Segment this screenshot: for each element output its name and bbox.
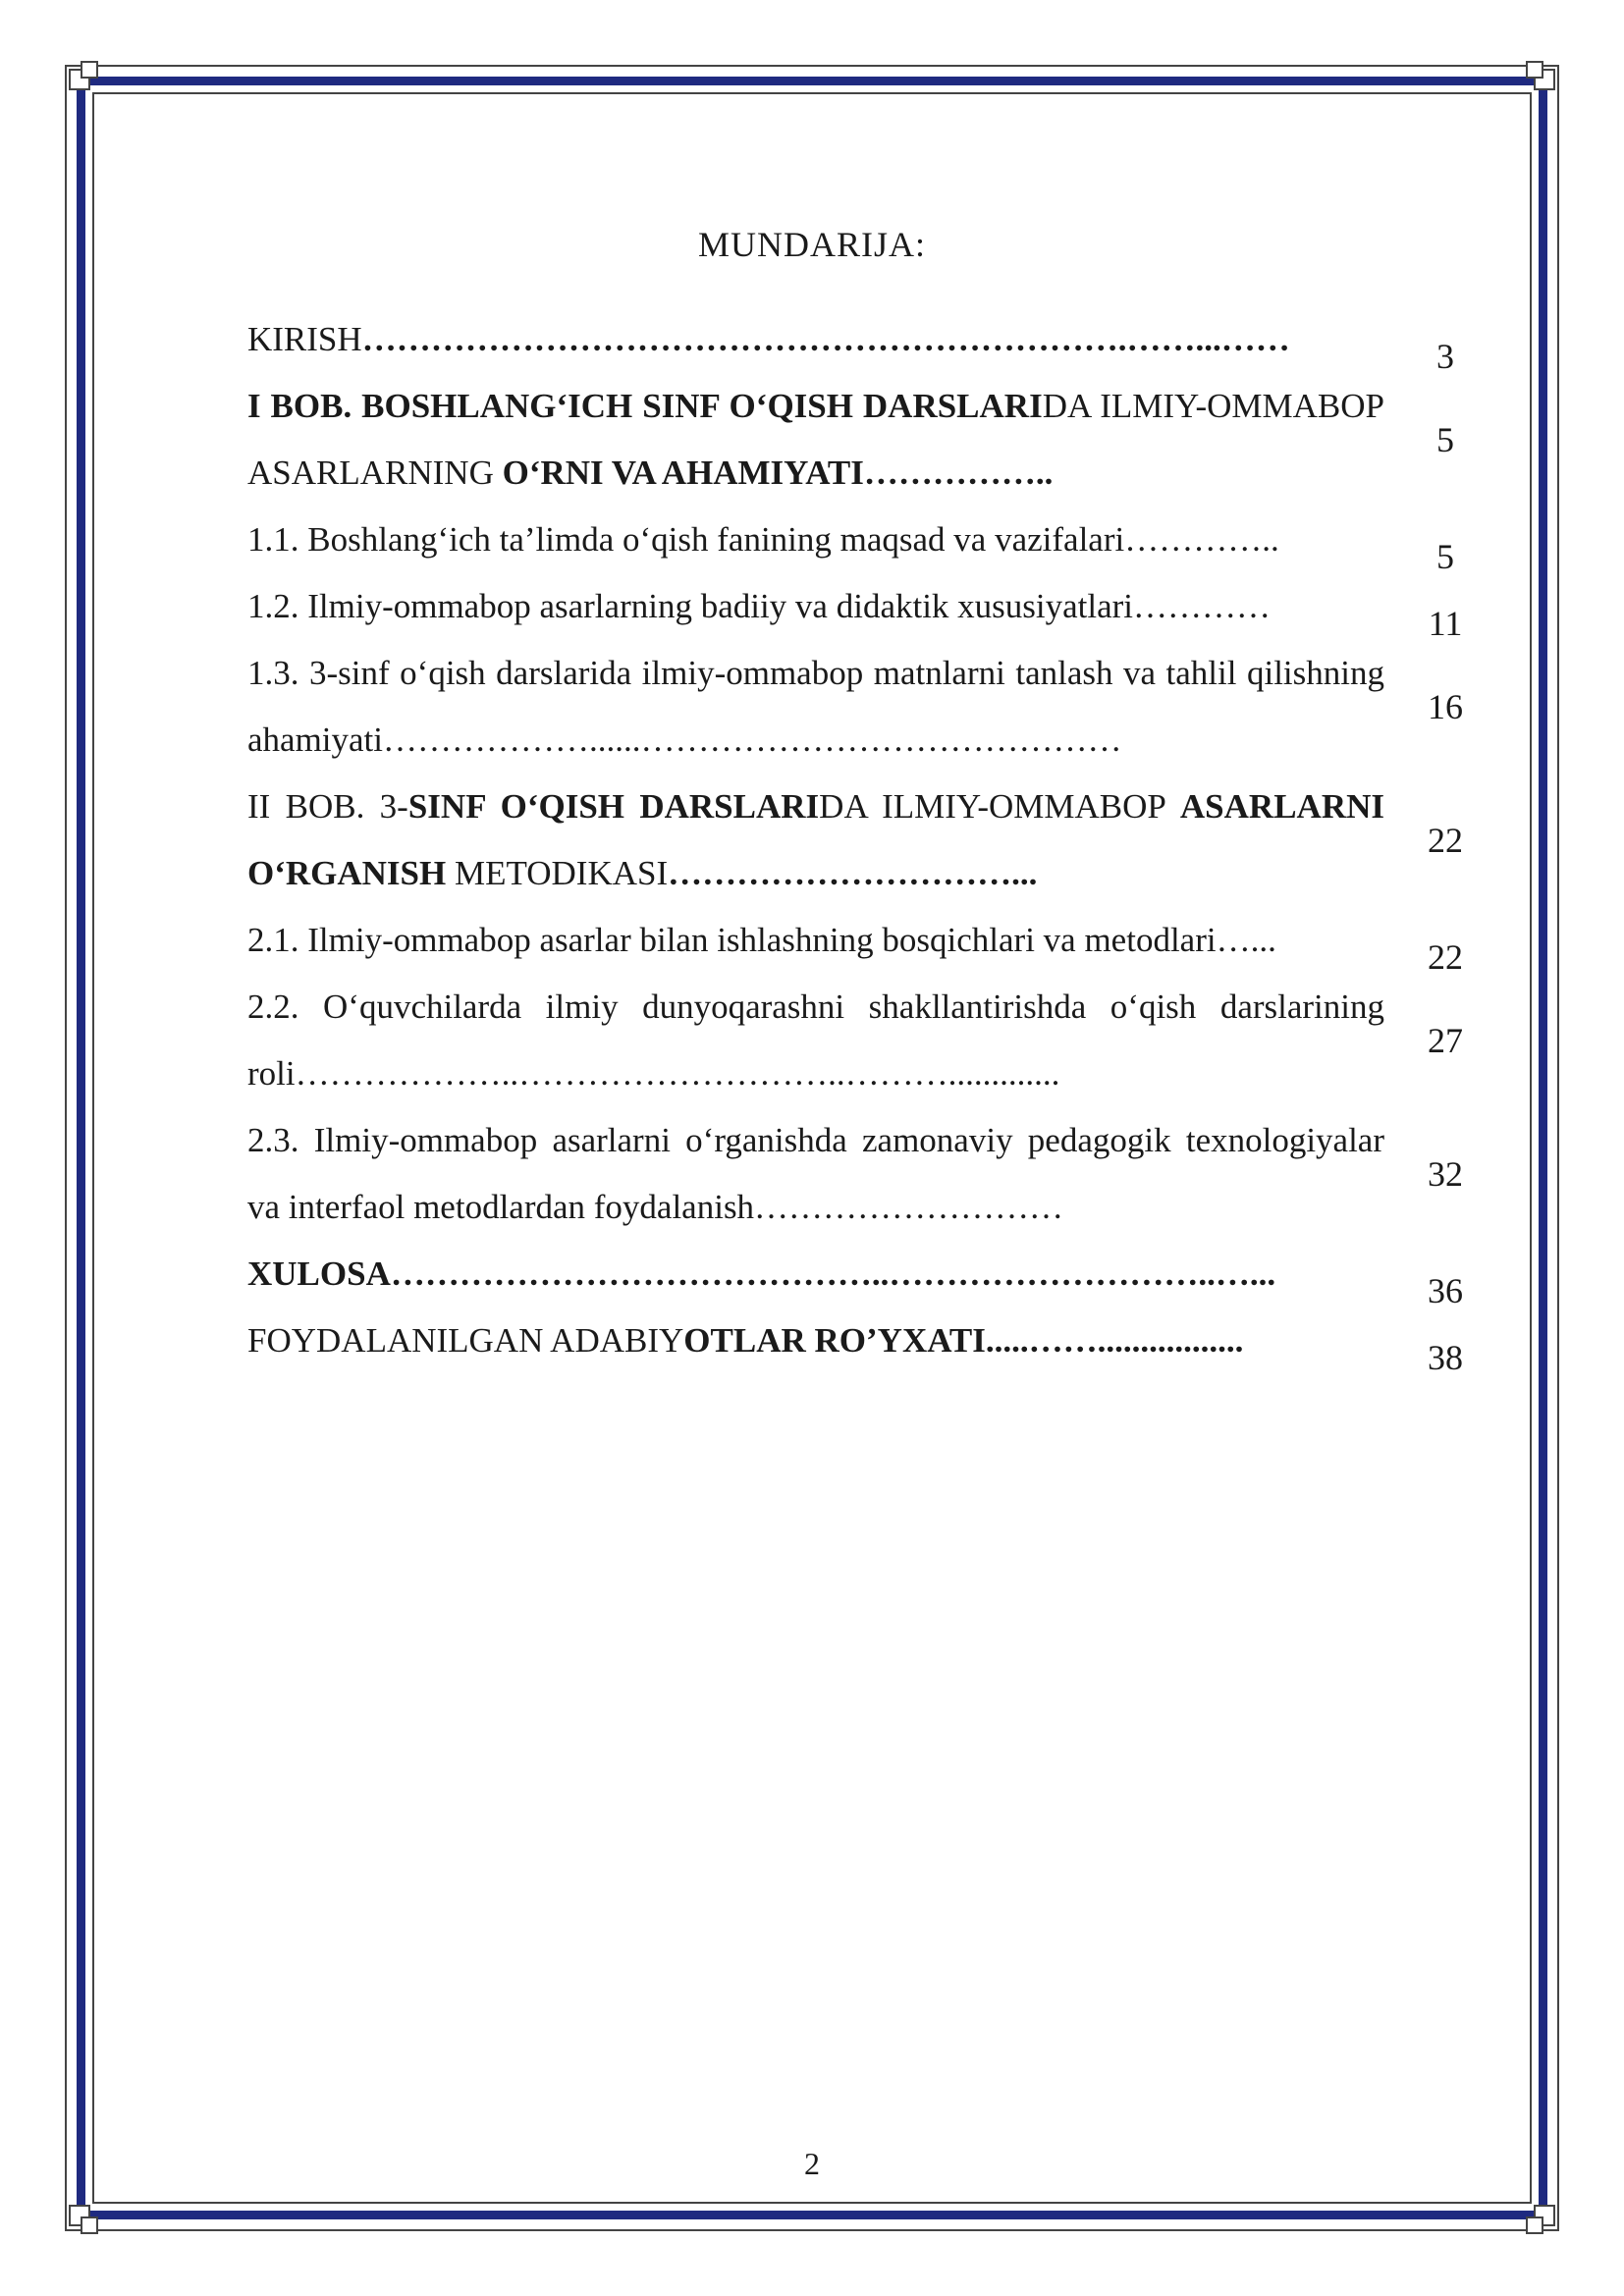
toc-entry-text-part: …………………………... [668, 854, 1038, 892]
toc-entry-title [247, 774, 1384, 907]
toc-entry-text-part: 1.2. Ilmiy-ommabop asarlarning badiiy va didaktik xususiyatlari………… [247, 587, 1272, 625]
toc-entry-text-part: SINF O‘QISH DARSLARI [407, 787, 820, 826]
toc-entry-title [247, 974, 1384, 1107]
toc-entry[interactable] [247, 573, 1485, 643]
toc-entry-text-part: OTLAR RO’YXATI.....……................. [683, 1321, 1244, 1360]
toc-entry[interactable] [247, 1107, 1485, 1241]
toc-entry[interactable] [247, 373, 1485, 507]
toc-entry-title [247, 640, 1384, 774]
toc-entry-page: 3 [1436, 337, 1454, 376]
toc-entry-title [247, 306, 1384, 373]
toc-entry-text-part: 2.1. Ilmiy-ommabop asarlar bilan ishlashning bosqichlari va metodlari…... [247, 921, 1276, 959]
toc-entry-page: 36 [1428, 1271, 1463, 1310]
toc-entry[interactable] [247, 907, 1485, 977]
toc-entry-text-part: ASARLARNI O‘RGANISH [247, 787, 1384, 892]
page-number: 2 [804, 2146, 820, 2181]
toc-entry-title [247, 1308, 1384, 1374]
toc-entry-text-part: 2.2. O‘quvchilarda ilmiy dunyoqarashni shakllantirishda o‘qish darslarining roli………………..………………………..………............. [247, 988, 1384, 1093]
toc-entry-text-part: ………………………………………………………….……...…… [361, 320, 1290, 358]
toc-entry[interactable] [247, 774, 1485, 907]
toc-entry-text-part: 1.1. Boshlang‘ich ta’limda o‘qish fanining maqsad va vazifalari………….. [247, 520, 1279, 559]
toc-entry-page: 16 [1428, 687, 1463, 726]
toc-entry-title [247, 907, 1384, 974]
toc-entry[interactable] [247, 974, 1485, 1107]
toc-entry-text-part: DA ILMIY-OMMABOP ASARLARNING [247, 387, 1384, 492]
table-of-contents [247, 306, 1485, 1377]
toc-entry-text-part: O‘RNI VA AHAMIYATI…………….. [502, 454, 1054, 492]
toc-entry-title [247, 507, 1384, 573]
toc-entry-text-part: II BOB. 3- [247, 787, 408, 826]
toc-entry-page: 11 [1428, 604, 1463, 643]
toc-entry-page: 5 [1436, 420, 1454, 459]
toc-entry-text-part: METODIKASI [446, 854, 669, 892]
toc-entry[interactable] [247, 640, 1485, 774]
toc-entry[interactable] [247, 1308, 1485, 1377]
toc-entry-title [247, 1241, 1384, 1308]
toc-entry-title [247, 373, 1384, 507]
toc-entry-page: 5 [1436, 537, 1454, 576]
toc-entry-page: 32 [1428, 1154, 1463, 1194]
toc-entry-page: 22 [1428, 821, 1463, 860]
toc-entry-page: 38 [1428, 1338, 1463, 1377]
toc-entry[interactable] [247, 507, 1485, 576]
toc-entry-text-part: 1.3. 3-sinf o‘qish darslarida ilmiy-ommabop matnlarni tanlash va tahlil qilishning ahamiyati………………......…………………………………… [247, 654, 1384, 759]
toc-entry-text-part: 2.3. Ilmiy-ommabop asarlarni o‘rganishda zamonaviy pedagogik texnologiyalar va interfaol metodlardan foydalanish……………………… [247, 1121, 1384, 1226]
page-title: MUNDARIJA: [697, 225, 926, 264]
toc-entry-page: 22 [1428, 937, 1463, 977]
frame-corner-ornament [69, 2205, 98, 2234]
toc-entry-page: 27 [1428, 1021, 1463, 1060]
frame-corner-ornament [69, 61, 98, 90]
toc-entry[interactable] [247, 306, 1485, 376]
toc-entry-text-part: I BOB. BOSHLANG‘ICH SINF O‘QISH DARSLARI [247, 387, 1043, 425]
toc-entry-text-part: XULOSA……………………………………..………………………..…... [247, 1255, 1276, 1293]
toc-entry-text-part: KIRISH [247, 320, 362, 358]
toc-entry-text-part: DA ILMIY-OMMABOP [819, 787, 1180, 826]
toc-entry-title [247, 1107, 1384, 1241]
toc-entry[interactable] [247, 1241, 1485, 1308]
toc-entry-title [247, 573, 1384, 640]
frame-corner-ornament [1526, 2205, 1555, 2234]
toc-entry-text-part: FOYDALANILGAN ADABIY [247, 1321, 684, 1360]
frame-corner-ornament [1526, 61, 1555, 90]
